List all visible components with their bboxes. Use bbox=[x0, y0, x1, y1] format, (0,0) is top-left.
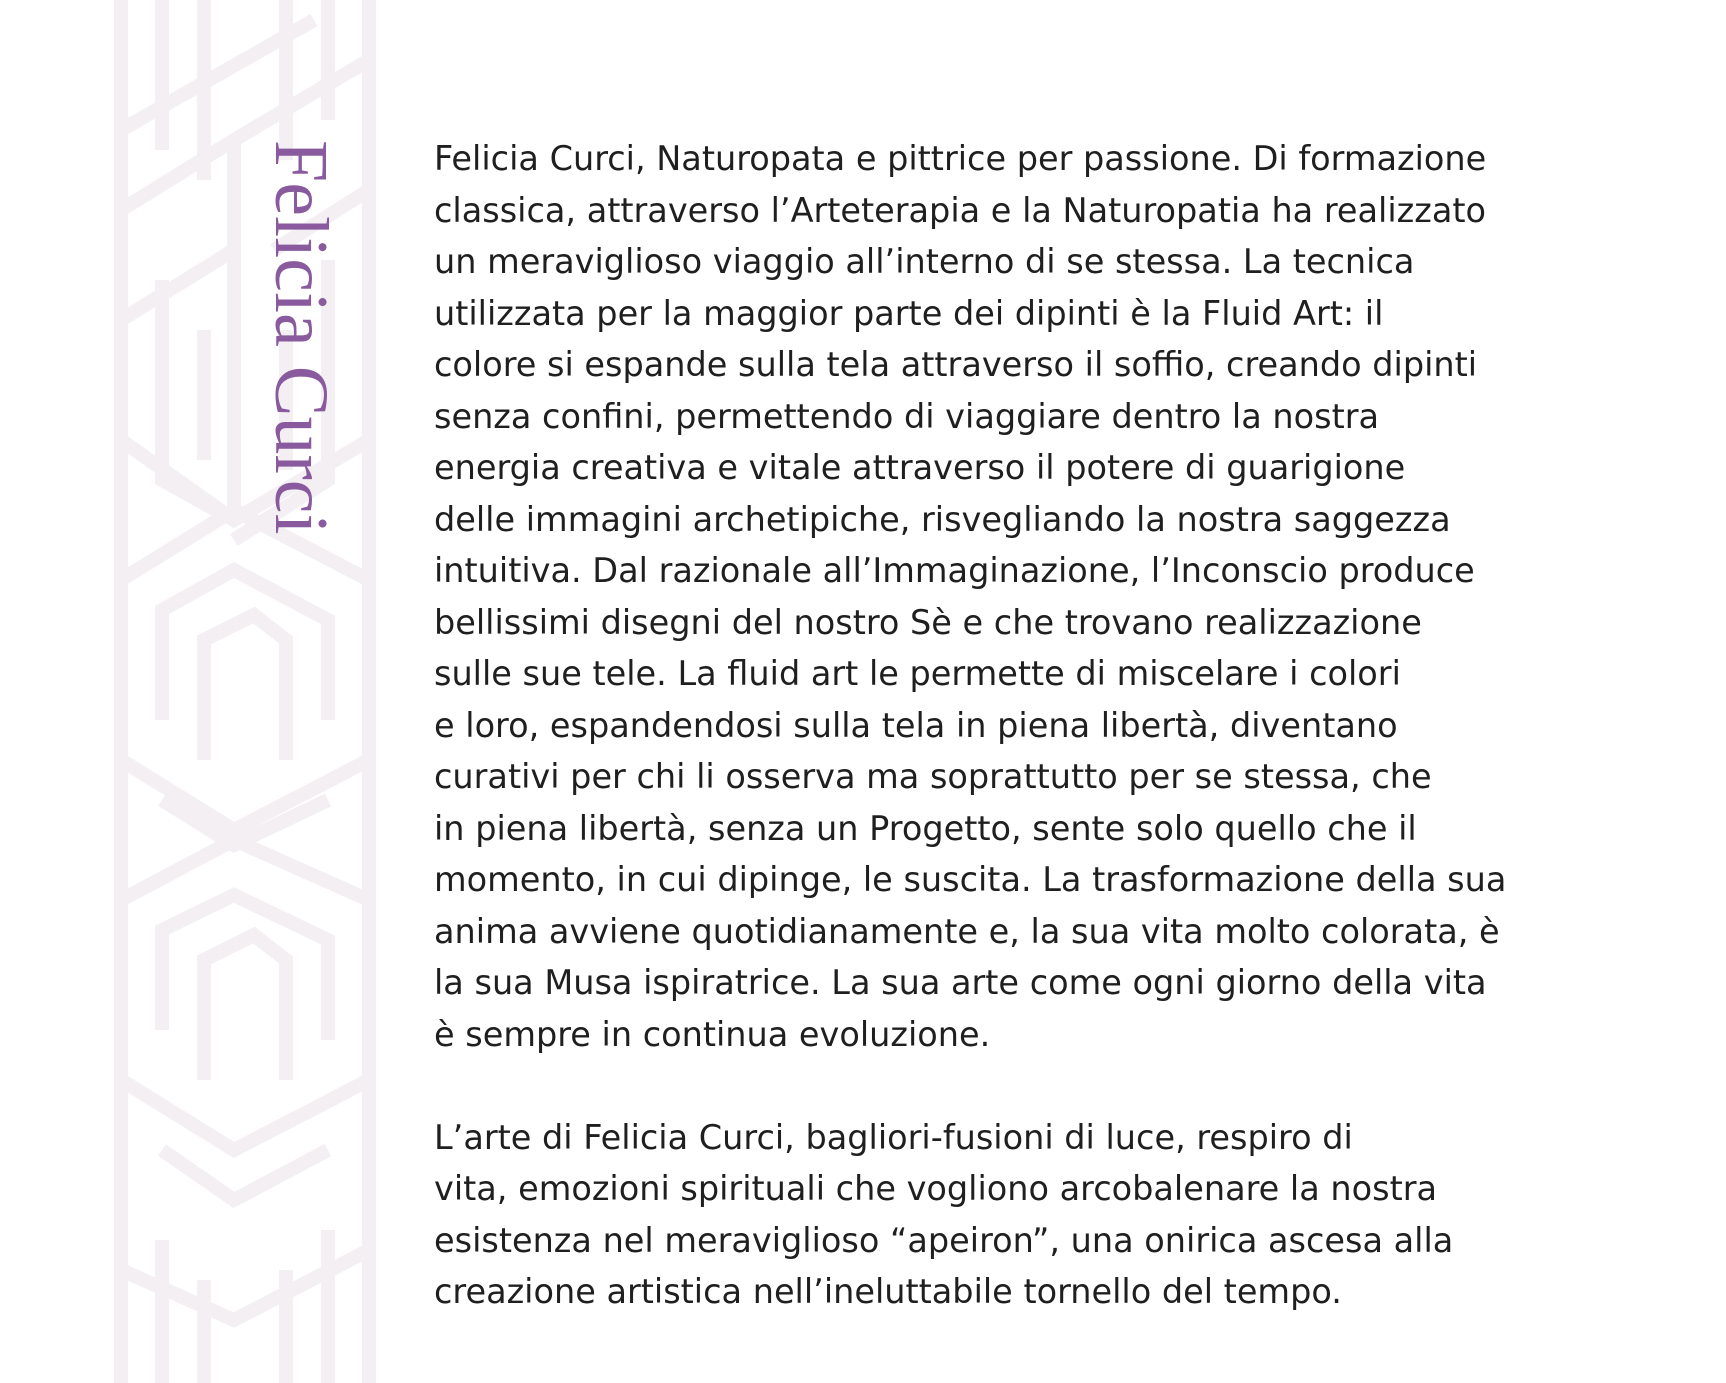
text-line: sulle sue tele. La fluid art le permette di miscelare i colori bbox=[434, 654, 1401, 693]
text-line: L’arte di Felicia Curci, bagliori-fusioni di luce, respiro di bbox=[434, 1117, 1353, 1157]
bio-paragraph-1 bbox=[434, 133, 1574, 1060]
text-line: colore si espande sulla tela attraverso il soffio, creando dipinti bbox=[434, 345, 1478, 384]
text-line: momento, in cui dipinge, le suscita. La trasformazione della sua bbox=[434, 860, 1507, 899]
text-line: delle immagini archetipiche, risvegliando la nostra saggezza bbox=[434, 499, 1451, 539]
bio-content bbox=[434, 133, 1574, 1318]
text-line: utilizzata per la maggior parte dei dipinti è la Fluid Art: il bbox=[434, 293, 1384, 333]
text-line: Felicia Curci, Naturopata e pittrice per passione. Di formazione bbox=[434, 139, 1487, 178]
text-line: senza confini, permettendo di viaggiare dentro la nostra bbox=[434, 396, 1380, 436]
text-line: in piena libertà, senza un Progetto, sente solo quello che il bbox=[434, 808, 1417, 848]
bio-paragraph-2 bbox=[434, 1112, 1574, 1318]
text-line: creazione artistica nell’ineluttabile tornello del tempo. bbox=[434, 1272, 1342, 1311]
text-line: intuitiva. Dal razionale all’Immaginazione, l’Inconscio produce bbox=[434, 551, 1475, 590]
text-line: energia creativa e vitale attraverso il potere di guarigione bbox=[434, 448, 1406, 487]
text-line: anima avviene quotidianamente e, la sua vita molto colorata, è bbox=[434, 911, 1500, 951]
text-line: vita, emozioni spirituali che vogliono arcobalenare la nostra bbox=[434, 1169, 1438, 1208]
text-line: esistenza nel meraviglioso “apeiron”, una onirica ascesa alla bbox=[434, 1220, 1454, 1260]
text-line: la sua Musa ispiratrice. La sua arte come ogni giorno della vita bbox=[434, 963, 1487, 1002]
author-name-vertical: Felicia Curci bbox=[259, 140, 343, 535]
text-line: curativi per chi li osserva ma soprattutto per se stessa, che bbox=[434, 757, 1432, 796]
text-line: e loro, espandendosi sulla tela in piena libertà, diventano bbox=[434, 705, 1398, 745]
text-line: classica, attraverso l’Arteterapia e la Naturopatia ha realizzato bbox=[434, 190, 1486, 230]
text-line: bellissimi disegni del nostro Sè e che trovano realizzazione bbox=[434, 602, 1422, 642]
text-line: è sempre in continua evoluzione. bbox=[434, 1014, 991, 1054]
text-line: un meraviglioso viaggio all’interno di se stessa. La tecnica bbox=[434, 242, 1415, 281]
